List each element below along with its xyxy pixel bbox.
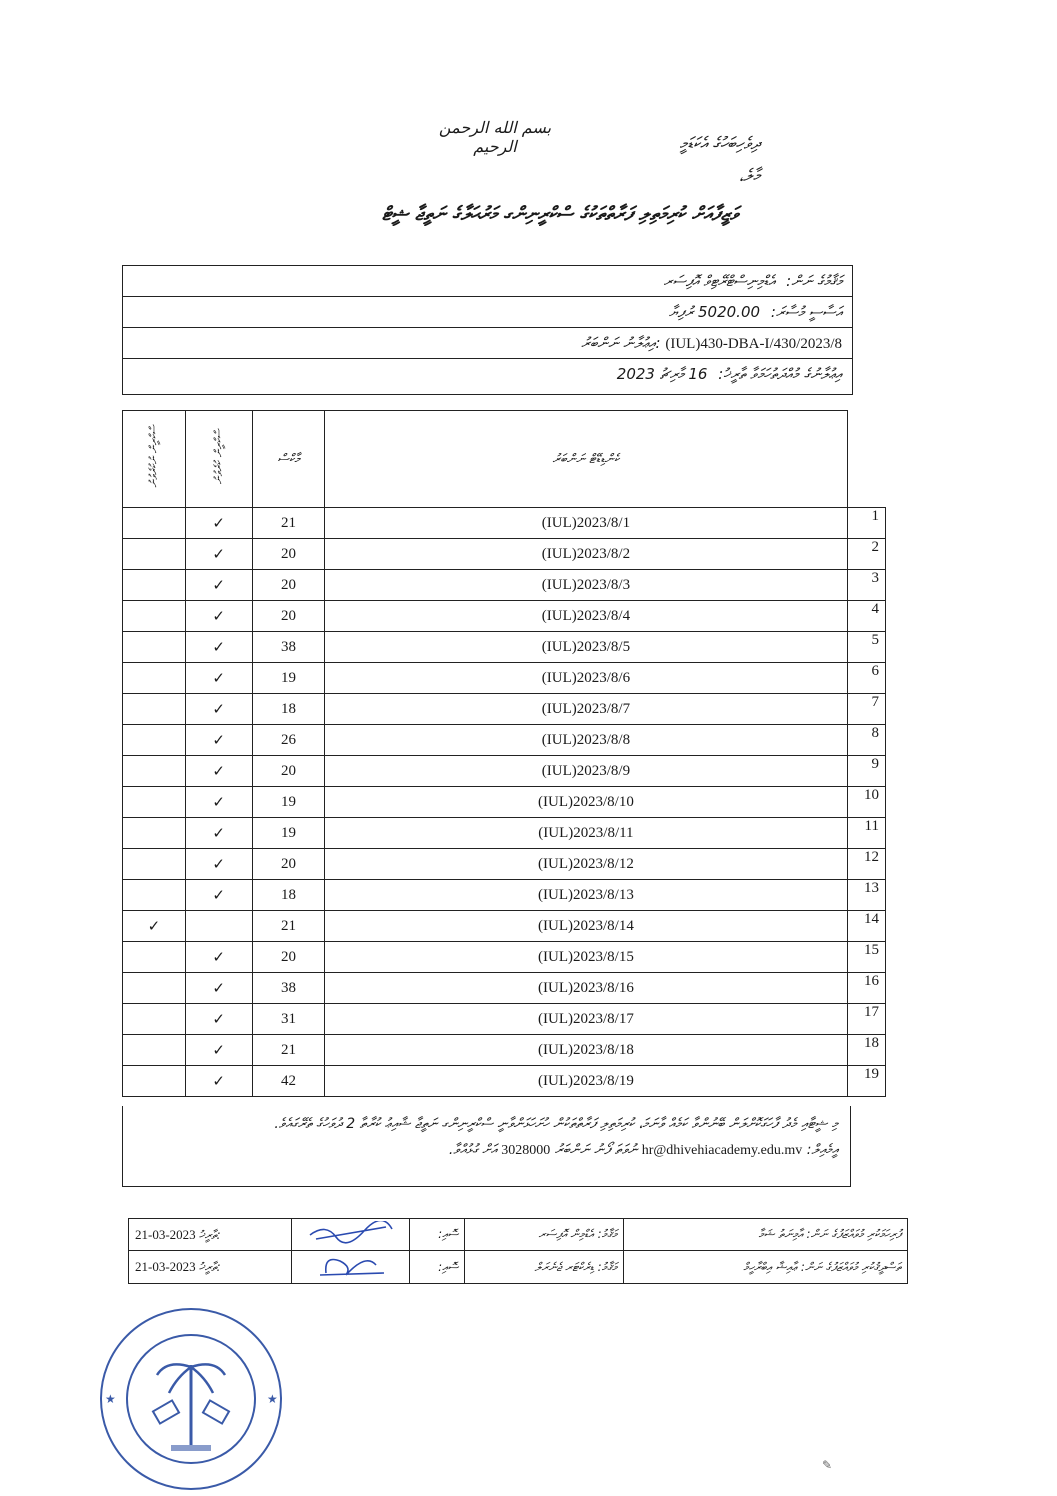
row-number-cell: 9	[847, 756, 885, 787]
candidate-id-cell: (IUL)2023/8/4	[325, 601, 847, 632]
marks-cell: 20	[252, 756, 325, 787]
scan-mark: ✎	[822, 1458, 833, 1472]
candidate-id-cell: (IUL)2023/8/18	[325, 1035, 847, 1066]
results-table	[122, 410, 886, 1097]
candidate-id-cell: (IUL)2023/8/17	[325, 1004, 847, 1035]
signature-image	[292, 1219, 410, 1251]
post-value: އެޑްމިނިސްޓްރޭޓިވް އޮފިސަރ	[663, 272, 776, 290]
candidate-id-cell: (IUL)2023/8/16	[325, 973, 847, 1004]
table-row	[123, 756, 886, 787]
table-row	[123, 818, 886, 849]
candidate-id-cell: (IUL)2023/8/9	[325, 756, 847, 787]
deadline-date: 16 މާރިޗު 2023	[616, 365, 708, 383]
not-screened-cell	[123, 973, 186, 1004]
not-screened-cell	[123, 694, 186, 725]
screened-cell: ✓	[185, 787, 252, 818]
table-row	[123, 725, 886, 756]
screened-cell: ✓	[185, 849, 252, 880]
contact-email[interactable]: hr@dhivehiacademy.edu.mv	[641, 1143, 803, 1158]
not-screened-cell	[123, 1066, 186, 1097]
document-title: ވަޒީފާއަށް ކުރިމަތިލި ފަރާތްތަކުގެ ސްކްރީނިންގ މަރުޙަލާގެ ނަތީޖާ ޝީޓް	[382, 203, 738, 225]
not-screened-cell	[123, 725, 186, 756]
not-screened-cell	[123, 539, 186, 570]
row-number-cell: 17	[847, 1004, 885, 1035]
row-number-cell: 16	[847, 973, 885, 1004]
table-row	[123, 942, 886, 973]
note-line-2: އީމެއިލް: hr@dhivehiacademy.edu.mv ނުވަތަ ފޯނު ނަންބަރު 3028000 އަށް ގުޅުއްވާ.	[448, 1142, 838, 1158]
screened-cell: ✓	[185, 725, 252, 756]
job-info-box	[122, 265, 853, 395]
marks-cell: 20	[252, 570, 325, 601]
table-row	[123, 663, 886, 694]
table-row	[123, 632, 886, 663]
row-number-cell: 1	[847, 508, 885, 539]
marks-cell: 38	[252, 973, 325, 1004]
not-screened-cell	[123, 663, 186, 694]
table-row	[123, 508, 886, 539]
screened-cell: ✓	[185, 663, 252, 694]
table-row	[123, 1004, 886, 1035]
table-row	[123, 973, 886, 1004]
table-row	[123, 1035, 886, 1066]
screened-cell: ✓	[185, 973, 252, 1004]
post-row: މަޤާމުގެ ނަން: އެޑްމިނިސްޓްރޭޓިވް އޮފިސަރ	[123, 266, 852, 297]
screened-cell: ✓	[185, 601, 252, 632]
marks-cell: 21	[252, 1035, 325, 1066]
signatory-position: މަޤާމު: ޑިރެކްޓަރ ޖެނެރަލް	[465, 1251, 623, 1284]
salary-row: އަސާސީ މުސާރަ: 5020.00 ރުފިޔާ	[123, 297, 852, 328]
organization-city: މާލެ،	[738, 166, 760, 186]
not-screened-cell	[123, 1035, 186, 1066]
organization-name: ދިވެހިބަހުގެ އެކަޑަމީ	[679, 134, 760, 154]
header-candidate-number: ކެންޑިޑޭޓް ނަންބަރު	[325, 411, 847, 508]
not-screened-cell	[123, 601, 186, 632]
signature-date: 21-03-2023 ތާރީޚު:	[129, 1219, 292, 1251]
screened-cell: ✓	[185, 539, 252, 570]
not-screened-cell	[123, 942, 186, 973]
row-number-cell: 12	[847, 849, 885, 880]
marks-cell: 20	[252, 849, 325, 880]
svg-text:★: ★	[267, 1392, 278, 1406]
candidate-id-cell: (IUL)2023/8/14	[325, 911, 847, 942]
row-number-cell: 18	[847, 1035, 885, 1066]
marks-cell: 19	[252, 787, 325, 818]
not-screened-cell	[123, 880, 186, 911]
screened-cell: ✓	[185, 942, 252, 973]
signature-table	[128, 1218, 908, 1284]
table-row	[123, 787, 886, 818]
row-number-cell: 14	[847, 911, 885, 942]
marks-cell: 20	[252, 539, 325, 570]
row-number-cell: 8	[847, 725, 885, 756]
row-number-cell: 4	[847, 601, 885, 632]
row-number-cell: 11	[847, 818, 885, 849]
signatory-name: ތަސްދީޤުކުރި މުވައްޒަފުގެ ނަން: ޢާއިޝާ އިބްރާހީމް	[623, 1251, 907, 1284]
signature-date: 21-03-2023 ތާރީޚު:	[129, 1251, 292, 1284]
candidate-id-cell: (IUL)2023/8/8	[325, 725, 847, 756]
candidate-id-cell: (IUL)2023/8/1	[325, 508, 847, 539]
table-row	[123, 911, 886, 942]
table-row	[123, 880, 886, 911]
header-screened: ސްކްރީން ކުރެވުނު	[185, 411, 252, 508]
not-screened-cell	[123, 570, 186, 601]
candidate-id-cell: (IUL)2023/8/3	[325, 570, 847, 601]
marks-cell: 19	[252, 818, 325, 849]
candidate-id-cell: (IUL)2023/8/10	[325, 787, 847, 818]
row-number-cell: 10	[847, 787, 885, 818]
candidate-id-cell: (IUL)2023/8/2	[325, 539, 847, 570]
note-box	[122, 1106, 851, 1187]
marks-cell: 21	[252, 508, 325, 539]
screened-cell: ✓	[185, 570, 252, 601]
signatory-name: ފުރިހަމަކުރި މުވައްޒަފުގެ ނަން: އާމިނަތު ޝަމާ	[623, 1219, 907, 1251]
not-screened-cell	[123, 818, 186, 849]
screened-cell	[185, 911, 252, 942]
table-row	[123, 849, 886, 880]
header-not-screened: ސްކްރީން ނުކުރެވުނު	[123, 411, 186, 508]
deadline-row: އިޢުލާނުގެ މުއްދަތުހަމަވާ ތާރީޚު: 16 މާރިޗު 2023	[616, 365, 842, 383]
row-number-cell: 5	[847, 632, 885, 663]
screened-cell: ✓	[185, 694, 252, 725]
table-row	[123, 539, 886, 570]
candidate-id-cell: (IUL)2023/8/12	[325, 849, 847, 880]
signature-row-1: 21-03-2023 ތާރީޚު: ސޮއި: މަޤާމު: އެޑްމިން އޮފިސަރ ފުރިހަމަކުރި މުވައްޒަފުގެ ނަން: އާމިނަތު ޝަމާ	[129, 1219, 908, 1251]
not-screened-cell	[123, 756, 186, 787]
candidate-id-cell: (IUL)2023/8/7	[325, 694, 847, 725]
not-screened-cell	[123, 787, 186, 818]
marks-cell: 18	[252, 694, 325, 725]
candidate-id-cell: (IUL)2023/8/11	[325, 818, 847, 849]
row-number-cell: 6	[847, 663, 885, 694]
reference-row: އިޢުލާނު ނަންބަރު: (IUL)430-DBA-I/430/2023/8	[123, 328, 852, 359]
screened-cell: ✓	[185, 756, 252, 787]
header-marks: މާކްސް	[252, 411, 325, 508]
row-number-cell: 2	[847, 539, 885, 570]
not-screened-cell	[123, 632, 186, 663]
table-header-row	[123, 411, 886, 508]
marks-cell: 18	[252, 880, 325, 911]
marks-cell: 21	[252, 911, 325, 942]
not-screened-cell	[123, 849, 186, 880]
candidate-id-cell: (IUL)2023/8/6	[325, 663, 847, 694]
screened-cell: ✓	[185, 1035, 252, 1066]
candidate-id-cell: (IUL)2023/8/13	[325, 880, 847, 911]
official-seal	[97, 1305, 285, 1493]
salary-value: 5020.00 ރުފިޔާ	[668, 303, 761, 321]
table-row	[123, 570, 886, 601]
row-number-cell: 3	[847, 570, 885, 601]
candidate-id-cell: (IUL)2023/8/15	[325, 942, 847, 973]
screened-cell: ✓	[185, 880, 252, 911]
svg-text:★: ★	[105, 1392, 116, 1406]
marks-cell: 42	[252, 1066, 325, 1097]
not-screened-cell	[123, 508, 186, 539]
row-number-cell: 7	[847, 694, 885, 725]
basmala: بسم الله الرحمن الرحيم	[438, 118, 552, 156]
reference-number: (IUL)430-DBA-I/430/2023/8	[665, 336, 842, 352]
signatory-position: މަޤާމު: އެޑްމިން އޮފިސަރ	[465, 1219, 623, 1251]
note-line-1: މި ޝީޓާއި މެދު ފާހަގަކޮށްލަން ބޭނުންވާ ކަމެއް ވާނަމަ، ކުރިމަތިލި ފަރާތްތަކުން ހުށަހަޅަންވާނީ ސްކްރީނިންގ ނަތީޖާ ޝާއިޢު ކުރާތާ 2 ދުވަހުގެ ތެރޭގައެވެ.	[274, 1116, 838, 1132]
row-number-cell: 15	[847, 942, 885, 973]
not-screened-cell	[123, 1004, 186, 1035]
candidate-id-cell: (IUL)2023/8/5	[325, 632, 847, 663]
not-screened-cell: ✓	[123, 911, 186, 942]
table-row	[123, 601, 886, 632]
screened-cell: ✓	[185, 818, 252, 849]
screened-cell: ✓	[185, 632, 252, 663]
marks-cell: 31	[252, 1004, 325, 1035]
screened-cell: ✓	[185, 1066, 252, 1097]
candidate-id-cell: (IUL)2023/8/19	[325, 1066, 847, 1097]
table-row	[123, 1066, 886, 1097]
marks-cell: 19	[252, 663, 325, 694]
marks-cell: 20	[252, 601, 325, 632]
marks-cell: 26	[252, 725, 325, 756]
row-number-cell: 13	[847, 880, 885, 911]
signature-image	[292, 1251, 410, 1284]
contact-phone: 3028000	[501, 1143, 551, 1158]
signature-row-2: 21-03-2023 ތާރީޚު: ސޮއި: މަޤާމު: ޑިރެކްޓަރ ޖެނެރަލް ތަސްދީޤުކުރި މުވައްޒަފުގެ ނަން: ޢާއިޝާ އިބްރާހީމް	[129, 1251, 908, 1284]
screened-cell: ✓	[185, 508, 252, 539]
screened-cell: ✓	[185, 1004, 252, 1035]
row-number-cell: 19	[847, 1066, 885, 1097]
marks-cell: 20	[252, 942, 325, 973]
table-row	[123, 694, 886, 725]
marks-cell: 38	[252, 632, 325, 663]
